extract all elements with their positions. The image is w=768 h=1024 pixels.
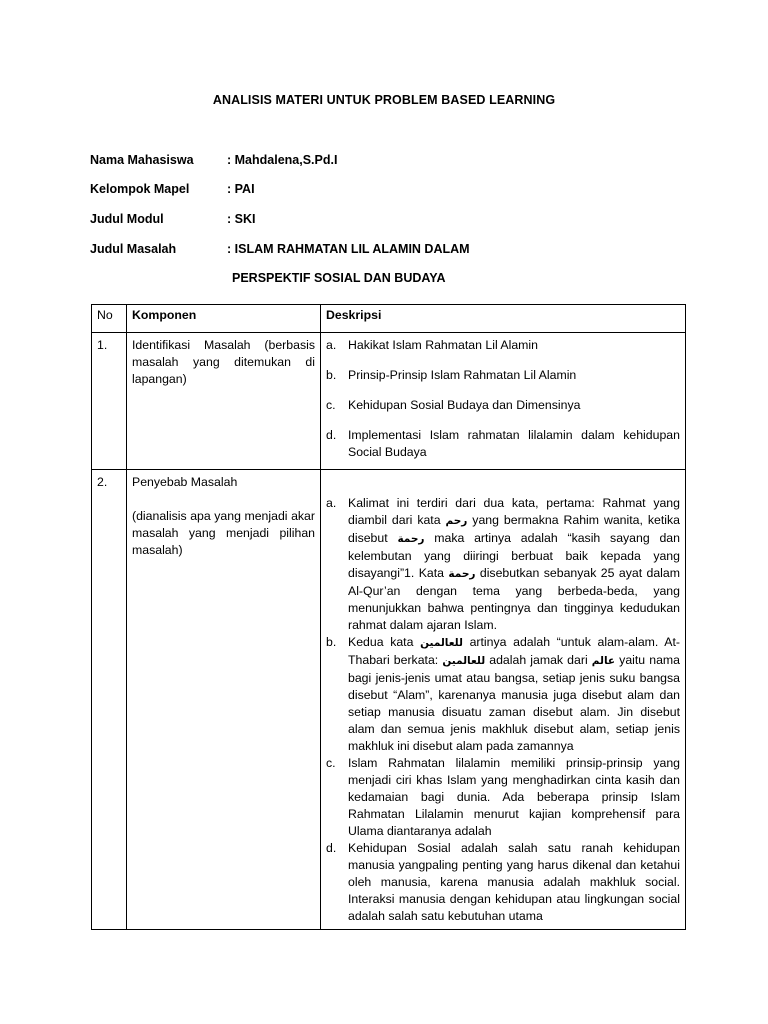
meta-masalah-continuation: PERSPEKTIF SOSIAL DAN BUDAYA (232, 271, 446, 285)
arabic-word: عالم (591, 655, 616, 667)
list-item: b. Prinsip-Prinsip Islam Rahmatan Lil Alamin (326, 368, 577, 382)
table-row (92, 333, 686, 470)
row-deskripsi (321, 333, 686, 470)
row-deskripsi (321, 470, 686, 930)
list-item: c. Islam Rahmatan lilalamin memiliki prinsip-prinsip yang menjadi ciri khas Islam yang menghadirkan cinta kasih dan kedamaian bagi dunia. Ada beberapa prinsip Islam Rahmatan Lilalamin menurut kajian komprehensif para Ulama diantaranya adalah (326, 756, 680, 838)
list-item: a. Kalimat ini terdiri dari dua kata, pertama: Rahmat yang diambil dari kata رحم yang bermakna Rahim wanita, ketika disebut رحمة maka artinya adalah “kasih sayang dan kelembutan yang diiringi berbuat baik kepada yang disayangi”1. Kata رحمة disebutkan sebanyak 25 ayat dalam Al-Qur’an dengan tema yang berbeda-beda, yang menunjukkan bahwa pentingnya dan tingginya kedudukan rahmat dalam ajaran Islam. (326, 496, 681, 632)
meta-label: Nama Mahasiswa (90, 153, 194, 167)
row-komponen (127, 470, 321, 930)
deskripsi-list (326, 337, 680, 461)
header-no: No (92, 305, 127, 333)
arabic-word: رحمة (448, 568, 476, 580)
row-number: 2. (92, 470, 127, 930)
meta-value: : PAI (227, 182, 255, 196)
arabic-word: رحم (445, 515, 468, 527)
list-item: c. Kehidupan Sosial Budaya dan Dimensinya (326, 398, 581, 412)
list-item: d. Implementasi Islam rahmatan lilalamin dalam kehidupan Social Budaya (326, 428, 680, 459)
komponen-title: Penyebab Masalah (132, 475, 238, 489)
list-item: d. Kehidupan Sosial adalah salah satu ranah kehidupan manusia yangpaling penting yang harus dikenal dan ketahui oleh manusia, karena manusia adalah makhluk social. Interaksi manusia dengan kehidupan atau lingkungan social adalah salah satu kebutuhan utama (326, 841, 680, 923)
row-number: 1. (92, 333, 127, 470)
document-title: ANALISIS MATERI UNTUK PROBLEM BASED LEARNING (212, 93, 556, 107)
meta-value: : Mahdalena,S.Pd.I (227, 153, 338, 167)
komponen-description: (dianalisis apa yang menjadi akar masalah yang menjadi pilihan masalah) (132, 509, 315, 557)
header-deskripsi: Deskripsi (321, 305, 686, 333)
meta-label: Judul Masalah (90, 242, 177, 256)
row-komponen: Identifikasi Masalah (berbasis masalah yang ditemukan di lapangan) (127, 333, 321, 470)
arabic-word: رحمة (397, 533, 425, 545)
meta-label: Kelompok Mapel (90, 182, 190, 196)
meta-label: Judul Modul (90, 212, 164, 226)
deskripsi-list (326, 495, 680, 925)
analysis-table (91, 304, 686, 930)
arabic-word: للعالمين (442, 655, 486, 667)
table-header-row (92, 305, 686, 333)
meta-value: : ISLAM RAHMATAN LIL ALAMIN DALAM (227, 242, 470, 256)
list-item: a. Hakikat Islam Rahmatan Lil Alamin (326, 338, 538, 352)
table-row (92, 470, 686, 930)
list-item: b. Kedua kata للعالمين artinya adalah “untuk alam-alam. At-Thabari berkata: للعالمين adalah jamak dari عالم yaitu nama bagi jenis-jenis umat atau bangsa, setiap jenis suku bangsa disebut “Alam”, karenanya manusia juga disebut alam dan setiap manusia disuatu zaman disebut alam. Jin disebut alam dan semua jenis makhluk disebut alam, setiap jenis makhluk ini disebut alam pada zamannya (326, 635, 681, 753)
arabic-word: للعالمين (420, 637, 463, 649)
meta-value: : SKI (227, 212, 256, 226)
header-komponen: Komponen (127, 305, 321, 333)
